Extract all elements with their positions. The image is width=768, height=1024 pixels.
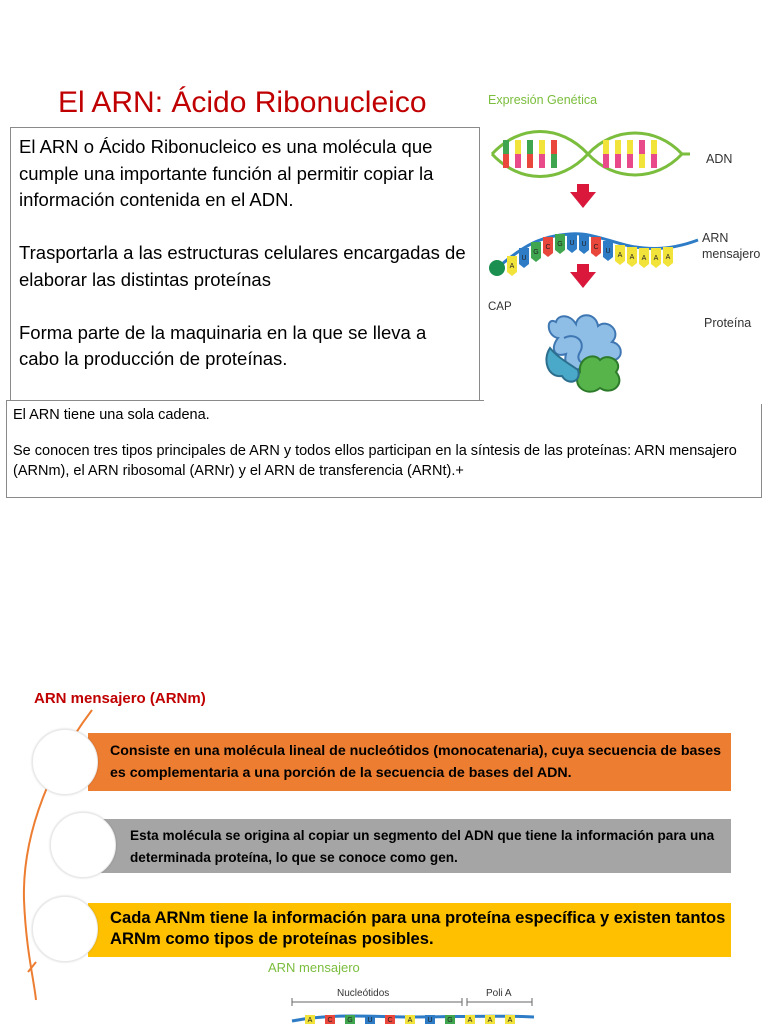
rna-base-flag: [519, 248, 529, 268]
mrna-base-letter: A: [507, 1017, 513, 1024]
rna-base-letter: A: [665, 254, 671, 261]
rna-base-flag: [591, 237, 601, 257]
intro-paragraph-1: El ARN o Ácido Ribonucleico es una molécula que cumple una importante función al permitir copiar la información contenida en el ADN.: [19, 136, 434, 210]
mrna-base-letter: G: [447, 1017, 453, 1024]
arnm-section-title: ARN mensajero (ARNm): [34, 690, 206, 707]
mrna-base-flag: [305, 1015, 315, 1024]
dna-base-rung: [551, 140, 557, 168]
rna-base-flag: [579, 234, 589, 254]
mrna-base-flag: [505, 1015, 515, 1024]
bullet-circle-3: [32, 896, 98, 962]
rna-base-flag: [651, 248, 661, 268]
dna-base-rung: [503, 140, 509, 168]
rna-base-flag: [615, 245, 625, 265]
mrna-base-letter: U: [367, 1017, 373, 1024]
arnm-item-2: Esta molécula se origina al copiar un segmento del ADN que tiene la información para una determinada proteína, lo que se conoce como gen.: [88, 819, 731, 873]
rna-base-letter: G: [533, 249, 539, 256]
types-paragraph-1: El ARN tiene una sola cadena.: [13, 407, 210, 423]
proteina-label: Proteína: [704, 316, 752, 330]
mensajero-label: mensajero: [702, 247, 761, 261]
nucleotidos-label: Nucleótidos: [337, 988, 390, 999]
rna-base-flag: [555, 234, 565, 254]
dna-base-rung: [527, 140, 533, 168]
rna-base-flag: [567, 233, 577, 253]
bullet-circle-1: [32, 729, 98, 795]
rna-base-flag: [543, 237, 553, 257]
dna-base-rung: [615, 140, 621, 168]
page-title: El ARN: Ácido Ribonucleico: [58, 86, 427, 119]
rna-base-flag: [663, 247, 673, 267]
cap-icon: [489, 260, 505, 276]
rna-base-letter: A: [653, 255, 659, 262]
rna-base-letter: G: [557, 241, 563, 248]
rna-base-flag: [639, 248, 649, 268]
mrna-base-flag: [385, 1015, 395, 1024]
mrna-base-letter: G: [347, 1017, 353, 1024]
rna-base-flag: [507, 256, 517, 276]
gene-expression-diagram: [484, 86, 768, 404]
poli-a-label: Poli A: [486, 988, 512, 999]
mrna-base-letter: C: [387, 1017, 393, 1024]
rna-base-letter: U: [569, 240, 575, 247]
mrna-base-flag: [465, 1015, 475, 1024]
mrna-base-letter: A: [487, 1017, 493, 1024]
rna-base-letter: A: [641, 255, 647, 262]
rna-base-flag: [603, 241, 613, 261]
intro-paragraph-2: Trasportarla a las estructuras celulares encargadas de elaborar las distintas proteínas: [19, 242, 466, 290]
cap-label: CAP: [488, 301, 512, 313]
arnm-item-1: Consiste en una molécula lineal de nucleótidos (monocatenaria), cuya secuencia de bases es complementaria a una porción de la secuencia de bases del ADN.: [88, 733, 731, 791]
intro-paragraph-3: Forma parte de la maquinaria en la que se lleva a cabo la producción de proteínas.: [19, 321, 427, 369]
mrna-base-flag: [325, 1015, 335, 1024]
mrna-base-letter: A: [307, 1017, 313, 1024]
rna-base-letter: A: [617, 252, 623, 259]
dna-base-rung: [639, 140, 645, 168]
rna-base-flag: [627, 247, 637, 267]
mrna-base-letter: A: [467, 1017, 473, 1024]
rna-base-letter: U: [605, 248, 611, 255]
bullet-circle-2: [50, 812, 116, 878]
dna-base-rung: [627, 140, 633, 168]
mrna-base-flag: [425, 1015, 435, 1024]
mrna-diagram: [262, 955, 542, 1024]
dna-base-rung: [603, 140, 609, 168]
mrna-base-flag: [485, 1015, 495, 1024]
dna-base-rung: [539, 140, 545, 168]
dna-base-rung: [515, 140, 521, 168]
rna-base-letter: C: [593, 244, 599, 251]
rna-base-flag: [531, 242, 541, 262]
rna-base-letter: U: [521, 255, 527, 262]
rna-base-letter: C: [545, 244, 551, 251]
adn-label: ADN: [706, 152, 733, 166]
mrna-base-flag: [345, 1015, 355, 1024]
rna-base-letter: A: [629, 254, 635, 261]
mrna-base-flag: [405, 1015, 415, 1024]
dna-base-rung: [651, 140, 657, 168]
mrna-base-flag: [445, 1015, 455, 1024]
arn-label: ARN: [702, 231, 729, 245]
mrna-diagram-title: ARN mensajero: [268, 960, 360, 975]
types-paragraph-2: Se conocen tres tipos principales de ARN y todos ellos participan en la síntesis de las proteínas: ARN mensajero (ARNm), el ARN ribosomal (ARNr) y el ARN de transferencia (ARNt).+: [13, 443, 737, 479]
mrna-base-letter: C: [327, 1017, 333, 1024]
intro-text-box: [10, 127, 480, 405]
mrna-base-flag: [365, 1015, 375, 1024]
mrna-base-letter: A: [407, 1017, 413, 1024]
types-text-box: [6, 400, 762, 498]
gene-expression-title: Expresión Genética: [488, 93, 598, 107]
arnm-item-3: Cada ARNm tiene la información para una proteína específica y existen tantos ARNm como tipos de proteínas posibles.: [88, 903, 731, 957]
mrna-base-letter: U: [427, 1017, 433, 1024]
rna-base-letter: A: [509, 263, 515, 270]
rna-base-letter: U: [581, 241, 587, 248]
